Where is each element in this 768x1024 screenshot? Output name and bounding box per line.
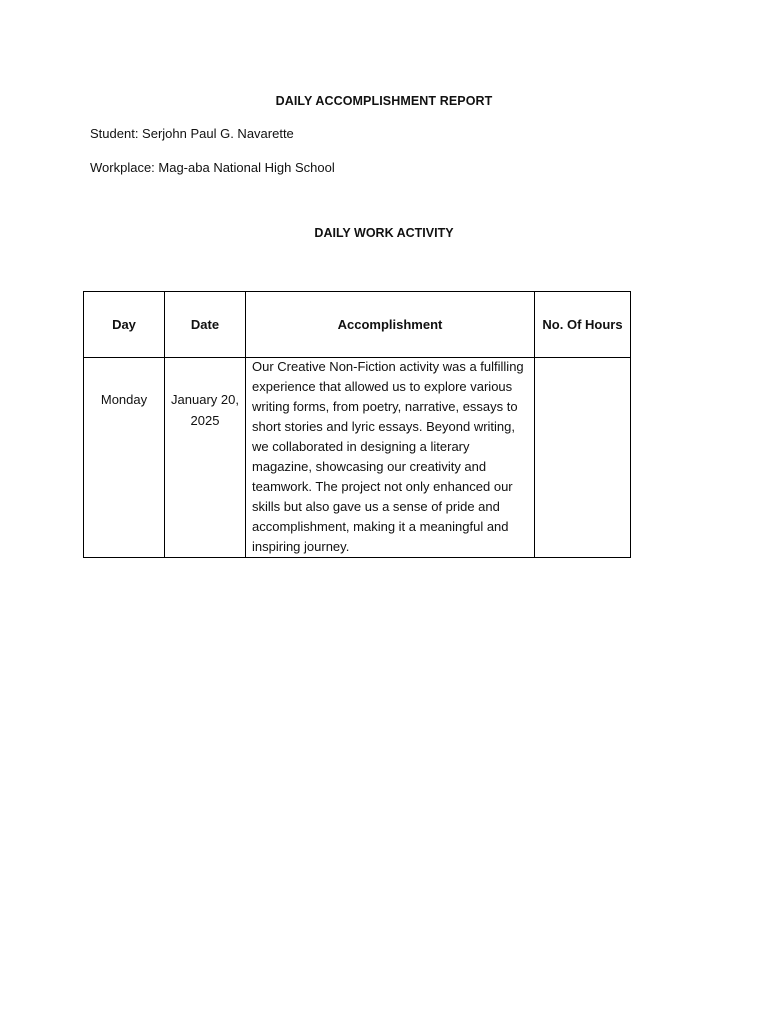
section-title: DAILY WORK ACTIVITY: [314, 226, 454, 240]
accomplishment-text: Our Creative Non-Fiction activity was a fulfilling experience that allowed us to explore various writing forms, from poetry, narrative, essays to short stories and lyric essays. Beyond writing, we collaborated in designing a literary magazine, showcasing our creativity and teamwork. The project not only enhanced our skills but also gave us a sense of pride and accomplishment, making it a meaningful and inspiring journey.: [252, 359, 524, 554]
table-row: [84, 358, 631, 558]
student-line: Student: Serjohn Paul G. Navarette: [90, 126, 294, 141]
cell-day: [84, 358, 165, 558]
activity-table: [83, 291, 631, 558]
cell-hours: [535, 358, 631, 558]
report-title: DAILY ACCOMPLISHMENT REPORT: [275, 94, 493, 108]
cell-date: [165, 358, 246, 558]
workplace-line: Workplace: Mag-aba National High School: [90, 160, 335, 175]
header-day: Day: [84, 292, 165, 358]
header-hours: No. Of Hours: [535, 292, 631, 358]
cell-accomplishment: [246, 358, 535, 558]
table-header-row: [84, 292, 631, 358]
header-date: Date: [165, 292, 246, 358]
day-value: Monday: [100, 392, 148, 407]
date-value: January 20, 2025: [171, 392, 239, 428]
header-accomplishment: Accomplishment: [246, 292, 535, 358]
